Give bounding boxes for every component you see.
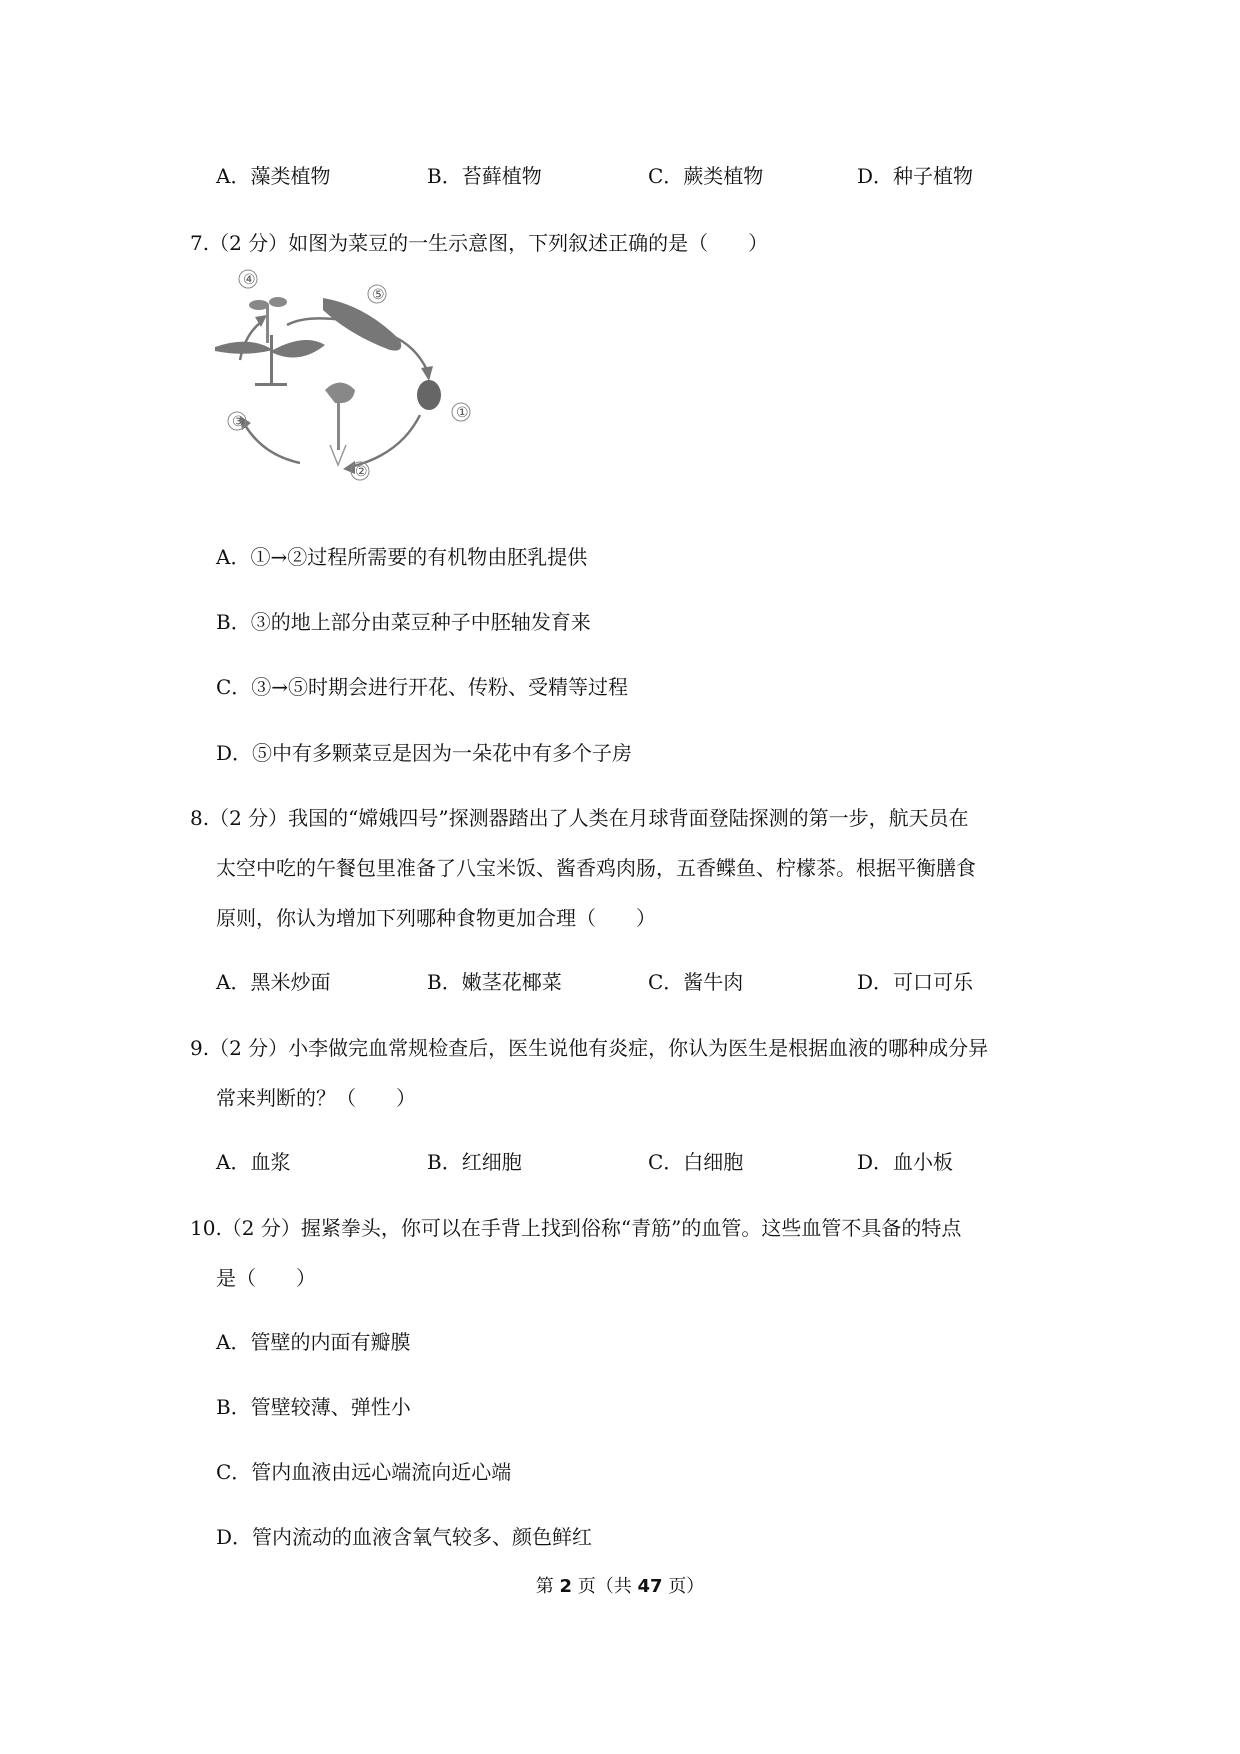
bean-pod-stage-5-icon (323, 298, 401, 351)
q9-stem-line-1: 9.（2 分）小李做完血常规检查后，医生说他有炎症，你认为医生是根据血液的哪种成分异 (190, 1036, 989, 1060)
q9-option-d[interactable]: D．血小板 (857, 1150, 954, 1174)
q8-option-c[interactable]: C．酱牛肉 (648, 970, 744, 994)
q8-option-b[interactable]: B．嫩茎花椰菜 (427, 970, 562, 994)
q10-stem-line-1: 10.（2 分）握紧拳头，你可以在手背上找到俗称“青筋”的血管。这些血管不具备的特点 (190, 1216, 962, 1240)
q9-option-c[interactable]: C．白细胞 (648, 1150, 744, 1174)
diagram-label-1: ① (456, 405, 469, 421)
bean-life-cycle-diagram (215, 265, 475, 490)
footer-page-number: 2 (559, 1576, 572, 1597)
q8-stem-line-3: 原则，你认为增加下列哪种食物更加合理（ ） (216, 906, 656, 930)
q10-option-a[interactable]: A．管壁的内面有瓣膜 (216, 1330, 411, 1354)
q6-option-c[interactable]: C．蕨类植物 (648, 164, 764, 188)
footer-middle: 页（共 (572, 1576, 638, 1597)
diagram-label-4: ④ (243, 272, 256, 288)
q7-option-c[interactable]: C．③→⑤时期会进行开花、传粉、受精等过程 (216, 675, 629, 699)
q8-stem-line-1: 8.（2 分）我国的“嫦娥四号”探测器踏出了人类在月球背面登陆探测的第一步，航天员在 (190, 806, 969, 830)
young-plant-stage-3-icon (215, 335, 325, 386)
q8-stem-line-2: 太空中吃的午餐包里准备了八宝米饭、酱香鸡肉肠，五香鲽鱼、柠檬茶。根据平衡膳食 (216, 856, 976, 880)
q10-option-b[interactable]: B．管壁较薄、弹性小 (216, 1395, 411, 1419)
q10-option-c[interactable]: C．管内血液由远心端流向近心端 (216, 1460, 512, 1484)
page-footer (0, 1572, 1240, 1598)
footer-total-pages: 47 (637, 1576, 663, 1597)
seedling-stage-4-icon (249, 297, 287, 343)
q8-option-d[interactable]: D．可口可乐 (857, 970, 974, 994)
arrow-1-to-2 (343, 461, 355, 474)
q7-stem: 7.（2 分）如图为菜豆的一生示意图，下列叙述正确的是（ ） (190, 231, 769, 255)
footer-suffix: 页） (662, 1576, 705, 1597)
arrow-5-to-1 (421, 366, 433, 381)
footer-prefix: 第 (535, 1576, 560, 1597)
q9-option-a[interactable]: A．血浆 (216, 1150, 291, 1174)
q6-option-d[interactable]: D．种子植物 (857, 164, 974, 188)
diagram-label-3: ③ (232, 414, 245, 430)
bean-seed-stage-1-icon (417, 380, 441, 410)
germinating-seed-stage-2-icon (325, 383, 355, 466)
q10-stem-line-2: 是（ ） (216, 1266, 316, 1290)
q8-option-a[interactable]: A．黑米炒面 (216, 970, 331, 994)
diagram-label-2: ② (355, 464, 368, 480)
q7-option-d[interactable]: D．⑤中有多颗菜豆是因为一朵花中有多个子房 (216, 741, 633, 765)
q10-option-d[interactable]: D．管内流动的血液含氧气较多、颜色鲜红 (216, 1525, 593, 1549)
q6-option-b[interactable]: B．苔藓植物 (427, 164, 542, 188)
q7-option-a[interactable]: A．①→②过程所需要的有机物由胚乳提供 (216, 545, 588, 569)
diagram-label-5: ⑤ (372, 287, 385, 303)
q9-option-b[interactable]: B．红细胞 (427, 1150, 522, 1174)
q9-stem-line-2: 常来判断的？（ ） (216, 1086, 416, 1110)
q6-option-a[interactable]: A．藻类植物 (216, 164, 331, 188)
q7-option-b[interactable]: B．③的地上部分由菜豆种子中胚轴发育来 (216, 610, 591, 634)
